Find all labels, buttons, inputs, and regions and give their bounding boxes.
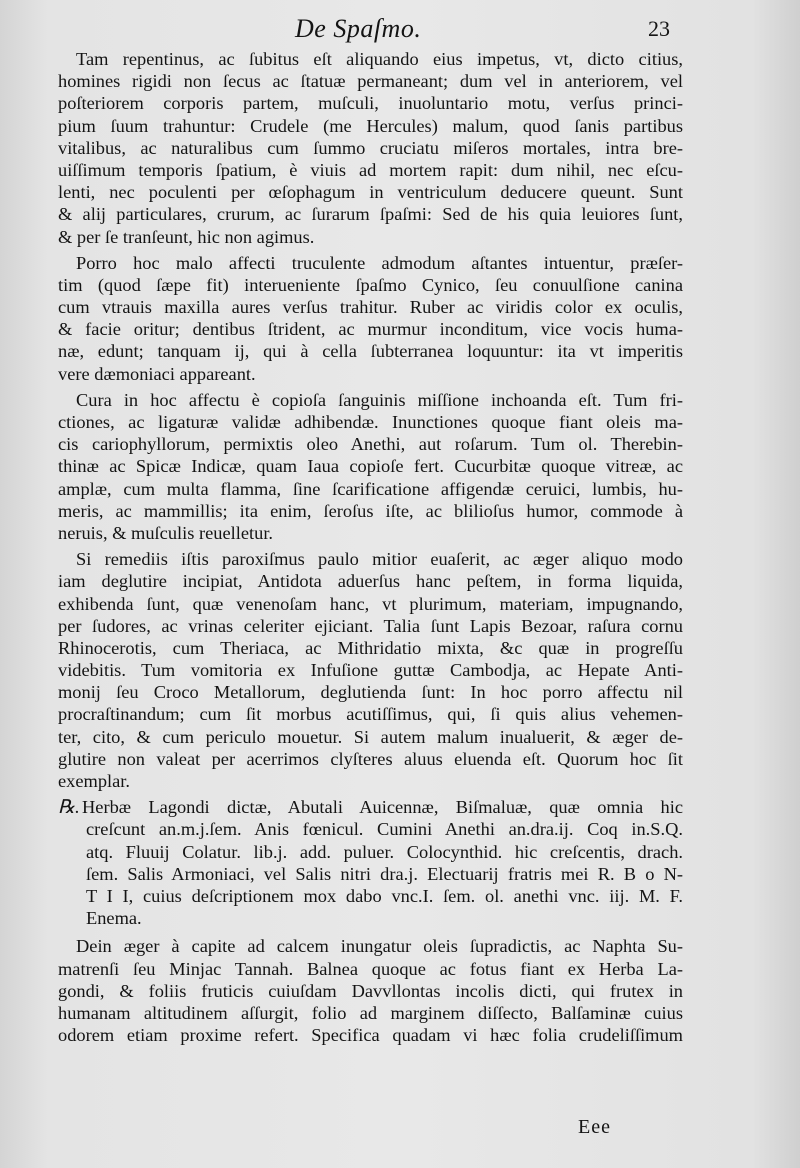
text-line: ctiones, ac ligaturæ validæ adhibendæ. Inunctiones quoque fiant oleis ma- xyxy=(58,412,683,432)
recipe-line: Enema. xyxy=(86,908,142,929)
text-line: humanam altitudinem aſſurgit, folio ad marginem diſſecto, Balſaminæ cuius xyxy=(58,1002,683,1023)
paragraph xyxy=(58,935,683,1046)
recipe-line: Herbæ Lagondi dictæ, Abutali Auicennæ, Biſmaluæ, quæ omnia hic xyxy=(82,797,683,818)
text-line: Rhinocerotis, cum Theriaca, ac Mithridatio mixta, &c quæ in progreſſu xyxy=(58,637,683,658)
text-line: Dein æger à capite ad calcem inungatur oleis ſupradictis, ac Naphta Su- xyxy=(76,936,683,957)
text-line: gondi, & foliis fruticis cuiuſdam Davvllontas incolis dicti, qui frutex in xyxy=(58,980,683,1001)
text-line: iam deglutire incipiat, Antidota aduerſus hanc peſtem, in forma liquida, xyxy=(58,571,683,592)
page-header xyxy=(0,14,800,50)
recipe-line: creſcunt an.m.j.ſem. Anis fœnicul. Cumini Anethi an.dra.ij. Coq in.S.Q. xyxy=(86,819,683,840)
text-line: exemplar. xyxy=(58,771,130,791)
text-line: Porro hoc malo affecti truculente admodum aſtantes intuentur, præſer- xyxy=(76,252,683,273)
paragraph xyxy=(58,252,683,385)
paragraph xyxy=(58,548,683,792)
recipe-line: T I I, cuius deſcriptionem mox dabo vnc.I. ſem. ol. anethi vnc. iij. M. F. xyxy=(86,885,683,906)
text-line: poſteriorem corporis partem, muſculi, inuoluntario motu, verſus princi- xyxy=(58,93,683,114)
text-line: matrenſi ſeu Minjac Tannah. Balnea quoque ac fotus fiant ex Herba La- xyxy=(58,958,683,979)
text-line: amplæ, cum multa flamma, ſine ſcarificatione affigendæ ceruici, lumbis, hu- xyxy=(58,478,683,499)
text-line: Si remediis iſtis paroxiſmus paulo mitior euaſerit, ac æger aliquo modo xyxy=(76,549,683,570)
page-number: 23 xyxy=(648,16,670,41)
recipe-line: ſem. Salis Armoniaci, vel Salis nitri dra.j. Electuarij fratris mei R. B o N- xyxy=(86,863,683,884)
text-body xyxy=(58,48,683,1046)
paragraph xyxy=(58,389,683,544)
text-line: Cura in hoc affectu è copioſa ſanguinis miſſione inchoanda eſt. Tum fri- xyxy=(76,389,683,410)
text-line: vere dæmoniaci appareant. xyxy=(58,363,256,384)
signature-mark: Eee xyxy=(578,1116,611,1138)
recipe-symbol: ℞. xyxy=(58,797,80,819)
text-line: procraſtinandum; cum ſit morbus acutiſſimus, qui, ſi quis alius vehemen- xyxy=(58,704,683,725)
text-line: per ſudores, ac vrinas celeriter ejiciant. Talia ſunt Lapis Bezoar, raſura cornu xyxy=(58,615,683,636)
text-line: homines rigidi non ſecus ac ſtatuæ permaneant; dum vel in anteriorem, vel xyxy=(58,71,683,92)
text-line: vitalibus, ac naturalibus cum ſummo cruciatu miſeros mortales, intra bre- xyxy=(58,137,683,158)
recipe-line: atq. Fluuij Colatur. lib.j. add. puluer. Colocynthid. hic creſcentis, drach. xyxy=(86,841,683,862)
text-line: & alij particulares, crurum, ac ſurarum ſpaſmi: Sed de his quia leuiores ſunt, xyxy=(58,204,683,225)
running-title: De Spaſmo. xyxy=(295,14,422,43)
text-line: odorem etiam proxime refert. Specifica quadam vi hæc folia crudeliſſimum xyxy=(58,1025,683,1046)
text-line: tim (quod ſæpe fit) interueniente ſpaſmo Cynico, ſeu conuulſione canina xyxy=(58,274,683,295)
text-line: glutire non valeat per acerrimos clyſteres aluus eluenda eſt. Quorum hoc ſit xyxy=(58,748,683,769)
text-line: neruis, & muſculis reuelletur. xyxy=(58,522,274,543)
text-line: uiſſimum temporis ſpatium, è viuis ad mortem rapit: dum nihil, nec eſcu- xyxy=(58,159,683,180)
text-line: cum vtrauis maxilla aures verſus trahitur. Ruber ac viridis color ex oculis, xyxy=(58,297,683,318)
paragraph xyxy=(58,48,683,248)
recipe-block xyxy=(58,796,683,929)
text-line: lenti, nec poculenti per œſophagum in ventriculum deducere queunt. Sunt xyxy=(58,182,683,203)
text-line: pium ſuum trahuntur: Crudele (me Hercules) malum, quod ſanis partibus xyxy=(58,115,683,136)
text-line: monij ſeu Croco Metallorum, deglutienda ſunt: In hoc porro affectu nil xyxy=(58,682,683,703)
text-line: Tam repentinus, ac ſubitus eſt aliquando eius impetus, vt, dicto citius, xyxy=(76,49,683,69)
text-line: cis cariophyllorum, permixtis oleo Anethi, aut roſarum. Tum ol. Therebin- xyxy=(58,434,683,455)
text-line: næ, edunt; tanquam ij, qui à cella ſubterranea loquuntur: ita vt imperitis xyxy=(58,341,683,362)
text-line: & facie oritur; dentibus ſtrident, ac murmur inconditum, vice vocis huma- xyxy=(58,319,683,340)
text-line: meris, ac mammillis; ita enim, ſeroſus iſte, ac blilioſus humor, commode à xyxy=(58,500,683,521)
text-line: exhibenda ſunt, quæ venenoſam hanc, vt plurimum, materiam, impugnando, xyxy=(58,593,683,614)
text-line: ter, cito, & cum periculo mouetur. Si autem malum inualuerit, & æger de- xyxy=(58,726,683,747)
text-line: & per ſe tranſeunt, hic non agimus. xyxy=(58,226,315,247)
text-line: videbitis. Tum vomitoria ex Infuſione guttæ Cambodja, ac Hepate Anti- xyxy=(58,660,683,681)
text-line: thinæ ac Spicæ Indicæ, quam Iaua copioſe fert. Cucurbitæ quoque vitreæ, ac xyxy=(58,456,683,477)
